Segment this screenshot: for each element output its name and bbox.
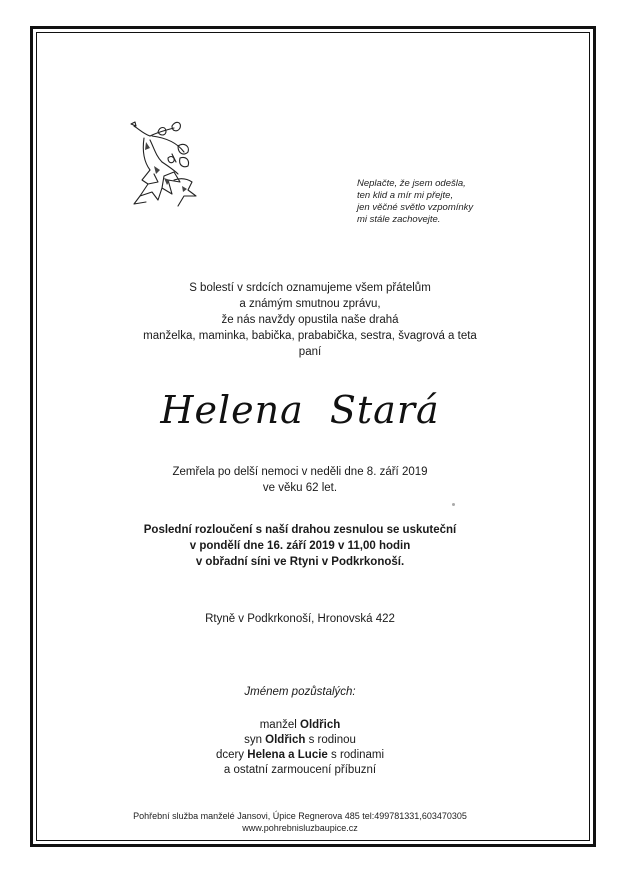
family-address: Rtyně v Podkrkonoší, Hronovská 422 xyxy=(205,613,395,625)
mourner-name: Oldřich xyxy=(300,719,341,731)
mourner-son: syn Oldřich s rodinou xyxy=(244,734,356,746)
funeral-line: Poslední rozloučení s naší drahou zesnulou se uskuteční xyxy=(143,524,457,536)
funeral-details xyxy=(60,522,540,570)
quote-line: jen věčné světlo vzpomínky xyxy=(357,202,474,213)
scan-speck xyxy=(452,503,455,506)
intro-line: S bolestí v srdcích oznamujeme všem přátelům xyxy=(189,282,431,294)
footer-website: www.pohrebnisluzbaupice.cz xyxy=(242,823,358,833)
quote-line: mi stále zachovejte. xyxy=(357,214,441,225)
funeral-service-footer xyxy=(40,810,560,834)
mourners-heading: Jménem pozůstalých: xyxy=(244,686,356,698)
mourner-others: a ostatní zarmoucení příbuzní xyxy=(223,764,377,776)
death-notice xyxy=(60,464,540,496)
announcement-intro xyxy=(60,280,560,360)
deceased-name: Helena Stará xyxy=(160,388,440,432)
flower-motif-icon xyxy=(128,118,204,214)
intro-line: manželka, maminka, babička, prababička, sestra, švagrová a teta xyxy=(143,330,477,342)
funeral-line: v obřadní síni ve Rtyni v Podkrkonoší. xyxy=(195,556,405,568)
intro-line: že nás navždy opustila naše drahá xyxy=(221,314,399,326)
mourner-daughters: dcery Helena a Lucie s rodinami xyxy=(215,749,385,761)
death-notice-line: ve věku 62 let. xyxy=(262,482,338,494)
memorial-quote xyxy=(357,178,557,226)
quote-line: ten klid a mír mi přejte, xyxy=(357,190,454,201)
intro-line: paní xyxy=(298,346,322,358)
mourner-name: Helena a Lucie xyxy=(247,749,328,761)
mourner-husband: manžel Oldřich xyxy=(259,719,341,731)
footer-contact: Pohřební služba manželé Jansovi, Úpice Regnerova 485 tel:499781331,603470305 xyxy=(133,811,467,821)
funeral-line: v pondělí dne 16. září 2019 v 11,00 hodin xyxy=(189,540,411,552)
intro-line: a známým smutnou zprávu, xyxy=(239,298,381,310)
mourner-name: Oldřich xyxy=(265,734,306,746)
quote-line: Neplačte, že jsem odešla, xyxy=(357,178,466,189)
death-notice-line: Zemřela po delší nemoci v neděli dne 8. září 2019 xyxy=(172,466,428,478)
mourners-list xyxy=(60,718,540,778)
